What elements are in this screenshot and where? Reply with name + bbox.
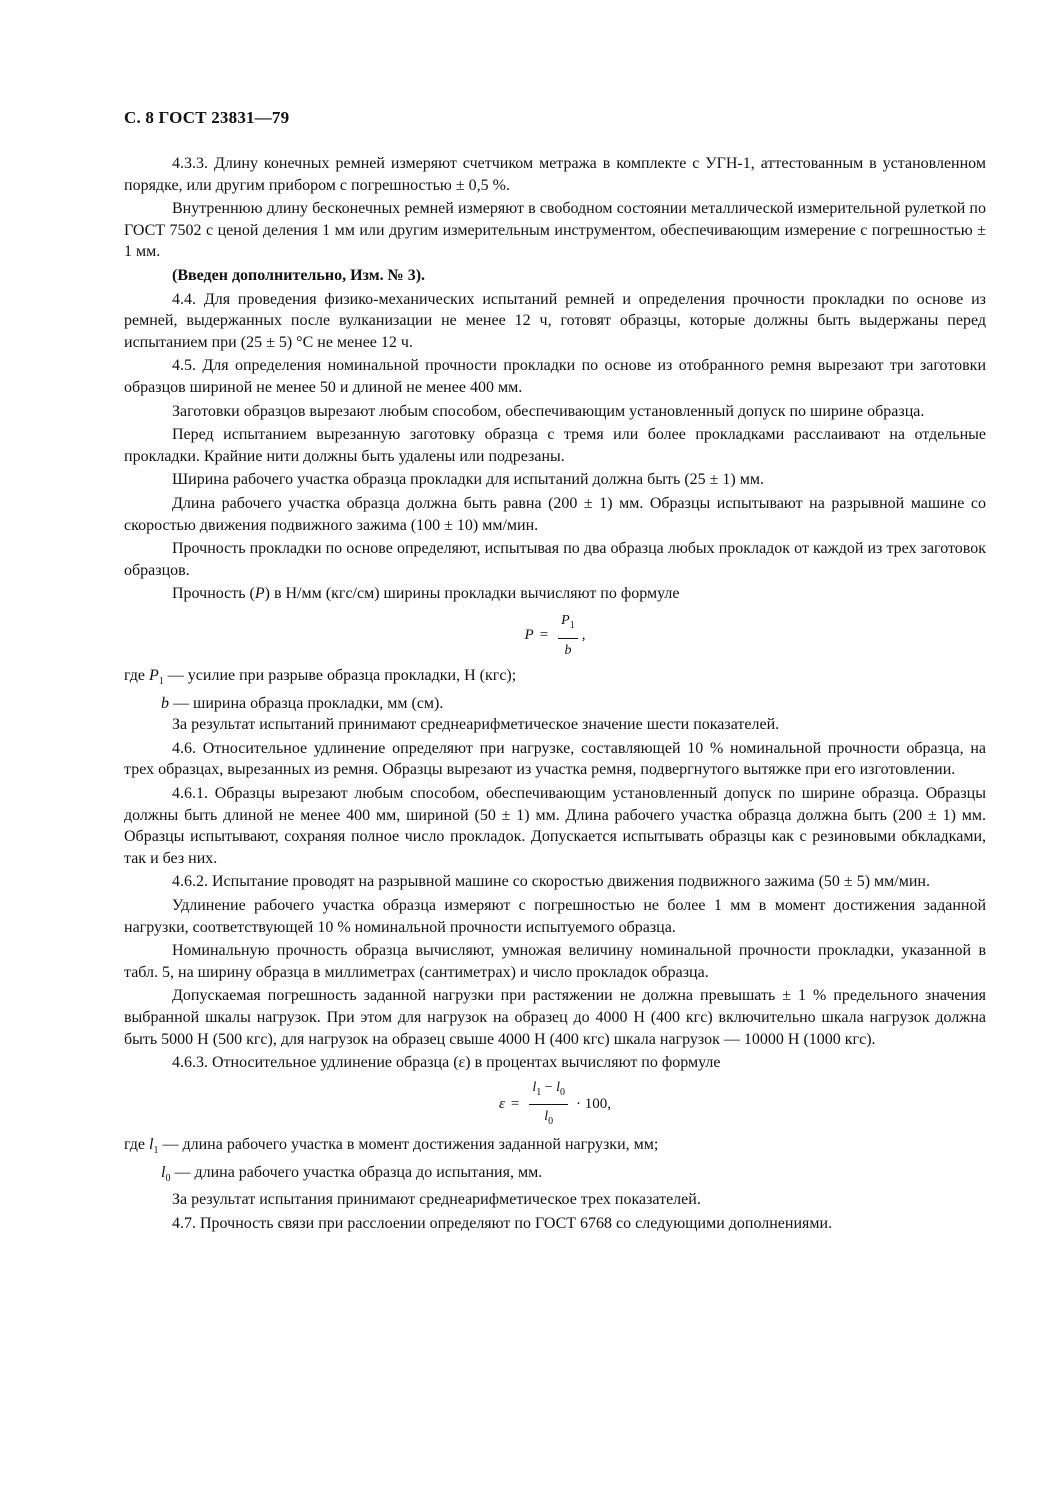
paragraph-error: Допускаемая погрешность заданной нагрузки при растяжении не должна превышать ± 1 % предельного значения выбранной шкалы нагрузок. При этом для нагрузок на образец до 4000 Н (400 кгс) включительно шкала нагрузок должна быть 5000 Н (500 кгс), для нагрузок на образец свыше 4000 Н (400 кгс) шкала нагрузок — 10000 Н (1000 кгс). [124, 987, 986, 1048]
legend-l1: где $l_1$ — длина рабочего участка в момент достижения заданной нагрузки, мм; [124, 1135, 659, 1156]
paragraph-4-6-1: 4.6.1. Образцы вырезают любым способом, обеспечивающим установленный допуск по ширине образца. Образцы должны быть длиной не менее 400 мм, шириной (50 ± 1) мм. Длина рабочего участка образца должна быть (200 ± 1) мм. Образцы испытывают, сохраняя полное число прокладок. Допускается испытывать образцы как с резиновыми обкладками, так и без них. [124, 785, 986, 867]
page-header: С. 8 ГОСТ 23831—79 [124, 108, 290, 127]
paragraph-4-6: 4.6. Относительное удлинение определяют при нагрузке, составляющей 10 % номинальной прочности образца, на трех образцах, вырезанных из ремня. Образцы вырезают из участка ремня, подвергнутого вытяжке при его изготовлении. [124, 739, 986, 779]
paragraph-4-7: 4.7. Прочность связи при расслоении определяют по ГОСТ 6768 со следующими дополнениями. [172, 1214, 833, 1232]
formula-elongation: ε = $\frac{l_1 - l_0}{l_0}$ · 100, [124, 1076, 986, 1134]
paragraph-4-4: 4.4. Для проведения физико-механических испытаний ремней и определения прочности прокладки по основе из ремней, выдержанных после вулканизации не менее 12 ч, готовят образцы, которые должны быть выдержаны перед испытанием при (25 ± 5) °С не менее 12 ч. [124, 290, 986, 351]
amendment-note: (Введен дополнительно, Изм. № 3). [172, 266, 426, 284]
paragraph-before-test: Перед испытанием вырезанную заготовку образца с тремя или более прокладками расслаивают на отдельные прокладки. Крайние нити должны быть удалены или подрезаны. [124, 426, 986, 465]
paragraph-formula-intro: Прочность (P) в Н/мм (кгс/см) ширины прокладки вычисляют по формуле [172, 585, 680, 603]
formula-equals: = [539, 627, 549, 644]
paragraph-result-six: За результат испытаний принимают среднеарифметическое значение шести показателей. [172, 716, 780, 734]
formula-strength: P = $\frac{P_1}{b}$ , [124, 607, 986, 665]
legend-l0: $l_0$ — длина рабочего участка образца до испытания, мм. [161, 1163, 543, 1184]
paragraph-4-6-2: 4.6.2. Испытание проводят на разрывной машине со скоростью движения подвижного зажима (50 ± 5) мм/мин. [172, 873, 930, 891]
paragraph-blanks: Заготовки образцов вырезают любым способом, обеспечивающим установленный допуск по ширине образца. [172, 402, 925, 420]
legend-b: b — ширина образца прокладки, мм (см). [161, 694, 444, 712]
paragraph-nominal: Номинальную прочность образца вычисляют, умножая величину номинальной прочности прокладки, указанной в табл. 5, на ширину образца в миллиметрах (сантиметрах) и число прокладок образца. [124, 942, 986, 981]
legend-p1: где $P_1$ — усилие при разрыве образца прокладки, Н (кгс); [124, 666, 517, 688]
paragraph-4-6-3: 4.6.3. Относительное удлинение образца (ε) в процентах вычисляют по формуле [172, 1054, 721, 1072]
paragraph-4-3-3: 4.3.3. Длину конечных ремней измеряют счетчиком метража в комплекте с УГН-1, аттестованным в установленном порядке, или другим прибором с погрешностью ± 0,5 %. [124, 155, 986, 194]
document-body [124, 153, 986, 1237]
formula-equals: = [510, 1095, 520, 1112]
paragraph-strength: Прочность прокладки по основе определяют, испытывая по два образца любых прокладок от каждой из трех заготовок образцов. [124, 540, 986, 579]
formula-lhs: ε [498, 1095, 505, 1112]
paragraph-width: Ширина рабочего участка образца прокладки для испытаний должна быть (25 ± 1) мм. [172, 471, 765, 489]
formula-fraction: $\frac{l_1 - l_0}{l_0}$ [529, 1077, 568, 1133]
paragraph-inner-length: Внутреннюю длину бесконечных ремней измеряют в свободном состоянии металлической измерительной рулеткой по ГОСТ 7502 с ценой деления 1 мм или другим измерительным инструментом, обеспечивающим измерение с погрешностью ± 1 мм. [124, 200, 986, 261]
formula-lhs: P [524, 627, 534, 644]
paragraph-result-three: За результат испытания принимают среднеарифметическое трех показателей. [172, 1191, 701, 1209]
paragraph-4-5: 4.5. Для определения номинальной прочности прокладки по основе из отобранного ремня вырезают три заготовки образцов шириной не менее 50 и длиной не менее 400 мм. [124, 357, 986, 396]
paragraph-elongation: Удлинение рабочего участка образца измеряют с погрешностью не более 1 мм в момент достижения заданной нагрузки, соответствующей 10 % номинальной прочности испытуемого образца. [124, 897, 986, 936]
paragraph-length: Длина рабочего участка образца должна быть равна (200 ± 1) мм. Образцы испытывают на разрывной машине со скоростью движения подвижного зажима (100 ± 10) мм/мин. [124, 494, 986, 534]
formula-fraction: $\frac{P_1}{b}$ [558, 610, 578, 661]
